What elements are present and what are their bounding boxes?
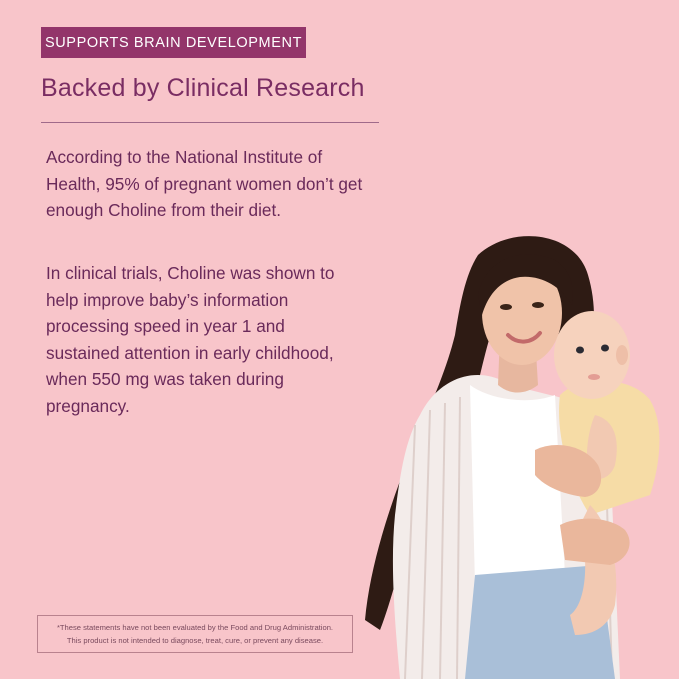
title-divider — [41, 122, 379, 123]
paragraph-clinical-trials: In clinical trials, Choline was shown to help improve baby’s information processing speed in year 1 and sustained attention in early childhood, when 550 mg was taken during pregnancy. — [46, 263, 335, 416]
mother-hand-lower — [560, 519, 630, 565]
page-title: Backed by Clinical Research — [41, 74, 365, 102]
paragraph-nih-statistic: According to the National Institute of Health, 95% of pregnant women don’t get enough Choline from their diet. — [46, 147, 363, 220]
fda-disclaimer — [37, 615, 353, 653]
category-badge: SUPPORTS BRAIN DEVELOPMENT — [41, 27, 306, 58]
disclaimer-line-2: This product is not intended to diagnose, treat, cure, or prevent any disease. — [66, 636, 324, 645]
disclaimer-line-1: *These statements have not been evaluated by the Food and Drug Administration. — [56, 623, 334, 632]
mother-and-baby-photo — [360, 225, 679, 679]
